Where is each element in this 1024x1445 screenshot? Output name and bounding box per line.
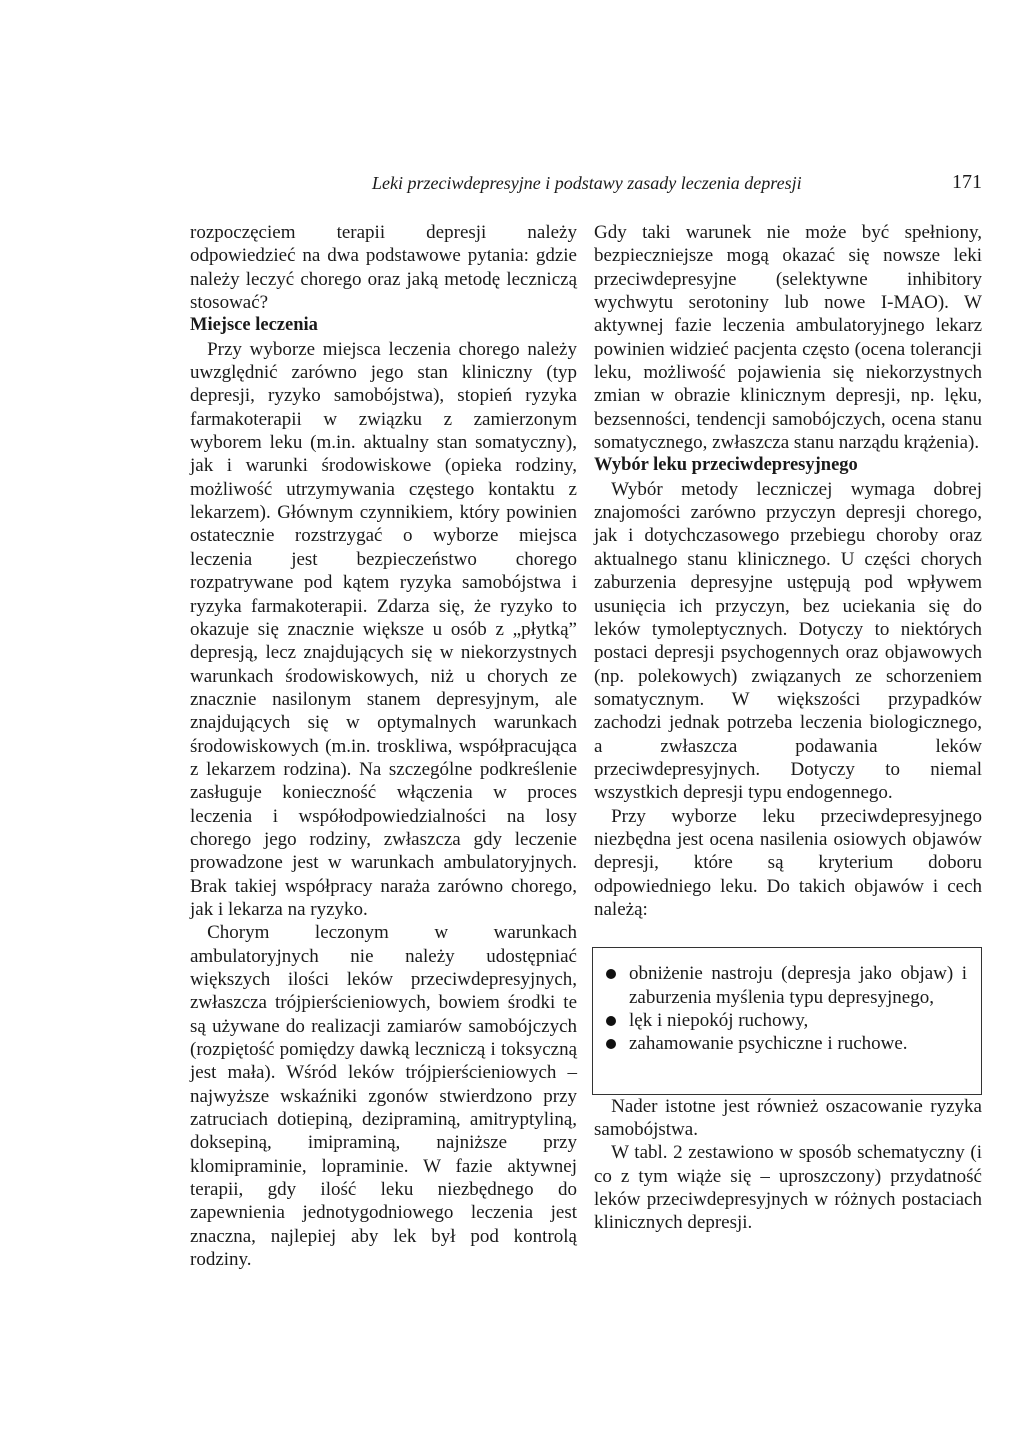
list-item (603, 1009, 967, 1032)
bullet-icon (606, 1016, 616, 1026)
running-title: Leki przeciwdepresyjne i podstawy zasady leczenia depresji (372, 173, 802, 193)
section-heading-miejsce-leczenia: Miejsce leczenia (190, 315, 318, 336)
paragraph: Nader istotne jest również oszacowanie ryzyka samobójstwa. (594, 1095, 982, 1141)
symptoms-list (603, 962, 967, 1055)
list-item (603, 1032, 967, 1055)
list-item-text: obniżenie nastroju (depresja jako objaw) i zaburzenia myślenia typu depresyjnego, (629, 963, 967, 1008)
list-item (603, 962, 967, 1009)
bullet-icon (606, 969, 616, 979)
list-item-text: zahamowanie psychiczne i ruchowe. (629, 1033, 908, 1055)
right-column (594, 221, 982, 1235)
left-column (190, 221, 577, 1271)
paragraph: Przy wyborze leku przeciwdepresyjnego niezbędna jest ocena nasilenia osiowych objawów depresji, które są kryterium doboru odpowiedniego leku. Do takich objawów i cech należą: (594, 805, 982, 920)
paragraph: W tabl. 2 zestawiono w sposób schematyczny (i co z tym wiąże się – uproszczony) przydatność leków przeciwdepresyjnych w różnych postaciach klinicznych depresji. (594, 1142, 982, 1234)
section-heading-wybor-leku: Wybór leku przeciwdepresyjnego (594, 455, 858, 476)
intro-paragraph: rozpoczęciem terapii depresji należy odpowiedzieć na dwa podstawowe pytania: gdzie należy leczyć chorego oraz jaką metodę leczniczą stosować? (190, 222, 577, 314)
list-item-text: lęk i niepokój ruchowy, (629, 1010, 809, 1031)
paragraph: Chorym leczonym w warunkach ambulatoryjnych nie należy udostępniać większych ilości leków przeciwdepresyjnych, zwłaszcza trójpierścieniowych, bowiem środki te są używane do realizacji zamiarów samobójczych (rozpiętość pomiędzy dawką leczniczą i toksyczną jest mała). Wśród leków trójpierścieniowych – najwyższe wskaźniki zgonów stwierdzono przy zatruciach dotiepiną, dezipraminą, amitryptyliną, doksepiną, imipraminą, najniższe przy klomipraminie, lopraminie. W fazie aktywnej terapii, gdy ilość leku niezbędnego do zapewnienia jednotygodniowego leczenia jest znaczna, najlepiej aby lek był pod kontrolą rodziny. (190, 922, 577, 1271)
paragraph: Wybór metody leczniczej wymaga dobrej znajomości zarówno przyczyn depresji chorego, jak i dotychczasowego przebiegu choroby oraz aktualnego stanu klinicznego. U części chorych zaburzenia depresyjne ustępują pod wpływem usunięcia ich przyczyn, bez uciekania się do leków tymoleptycznych. Dotyczy to niektórych postaci depresji psychogennych oraz objawowych (np. polekowych) związanych ze schorzeniem somatycznym. W większości przypadków zachodzi jednak potrzeba leczenia biologicznego, a zwłaszcza podawania leków przeciwdepresyjnych. Dotyczy to niemal wszystkich depresji typu endogennego. (594, 478, 982, 804)
bullet-icon (606, 1039, 616, 1049)
symptoms-box (592, 947, 982, 1094)
page-number: 171 (952, 171, 982, 193)
paragraph: Przy wyborze miejsca leczenia chorego należy uwzględnić zarówno jego stan kliniczny (typ depresji, ryzyko samobójstwa), stopień ryzyka farmakoterapii w związku z zamierzonym wyborem leku (m.in. aktualny stan somatyczny), jak i warunki środowiskowe (opieka rodziny, możliwość utrzymywania częstego kontaktu z lekarzem). Głównym czynnikiem, który powinien ostatecznie rozstrzygać o wyborze miejsca leczenia jest bezpieczeństwo chorego rozpatrywane pod kątem ryzyka samobójstwa i ryzyka farmakoterapii. Zdarza się, że ryzyko to okazuje się znacznie większe u osób z „płytką” depresją, lecz znajdujących się w niekorzystnych warunkach środowiskowych, niż u chorych ze znacznie nasilonym stanem depresyjnym, ale znajdujących się w optymalnych warunkach środowiskowych (m.in. troskliwa, współpracująca z lekarzem rodzina). Na szczególne podkreślenie zasługuje konieczność włączenia w proces leczenia i współodpowiedzialności na losy chorego jego rodziny, zwłaszcza gdy leczenie prowadzone jest w warunkach ambulatoryjnych. Brak takiej współpracy naraża zarówno chorego, jak i lekarza na ryzyko. (190, 338, 577, 920)
paragraph: Gdy taki warunek nie może być spełniony, bezpieczniejsze mogą okazać się nowsze leki przeciwdepresyjne (selektywne inhibitory wychwytu serotoniny lub nowe I-MAO). W aktywnej fazie leczenia ambulatoryjnego lekarz powinien widzieć pacjenta często (ocena tolerancji leku, możliwość pojawienia się niekorzystnych zmian w obrazie klinicznym depresji, np. lęku, bezsenności, tendencji samobójczych, ocena stanu somatycznego, zwłaszcza stanu narządu krążenia). (594, 222, 982, 454)
